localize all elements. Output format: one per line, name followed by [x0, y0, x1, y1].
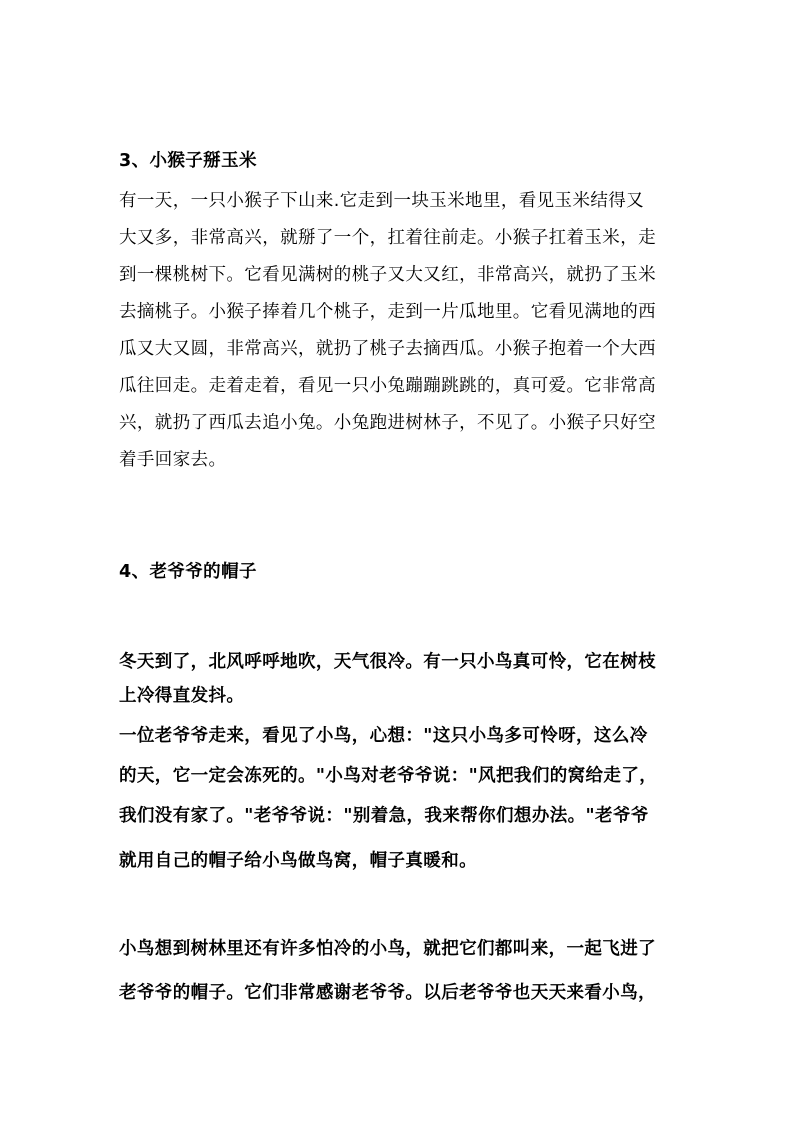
story4-paragraph2-line: 的天，它一定会冻死的。"小鸟对老爷爷说："风把我们的窝给走了， — [119, 766, 658, 786]
story3-line: 去摘桃子。小猴子捧着几个桃子，走到一片瓜地里。它看见满地的西 — [119, 302, 656, 322]
story3-line: 到一棵桃树下。它看见满树的桃子又大又红，非常高兴，就扔了玉米 — [119, 265, 656, 285]
story3-line: 瓜又大又圆，非常高兴，就扔了桃子去摘西瓜。小猴子抱着一个大西 — [119, 339, 656, 359]
story4-paragraph3-line: 老爷爷的帽子。它们非常感谢老爷爷。以后老爷爷也天天来看小鸟， — [119, 983, 656, 1003]
story3-title: 3、小猴子掰玉米 — [119, 151, 257, 171]
story3-line: 有一天，一只小猴子下山来.它走到一块玉米地里，看见玉米结得又 — [119, 191, 645, 211]
story3-line: 大又多，非常高兴，就掰了一个，扛着往前走。小猴子扛着玉米，走 — [119, 228, 656, 248]
story3-line: 着手回家去。 — [119, 450, 227, 470]
story4-paragraph1-line: 冬天到了，北风呼呼地吹，天气很冷。有一只小鸟真可怜，它在树枝 — [119, 652, 656, 672]
story4-paragraph2-line: 我们没有家了。"老爷爷说："别着急，我来帮你们想办法。"老爷爷 — [119, 806, 649, 826]
story3-line: 兴，就扔了西瓜去追小兔。小兔跑进树林子，不见了。小猴子只好空 — [119, 413, 656, 433]
story4-paragraph2-line: 一位老爷爷走来，看见了小鸟，心想："这只小鸟多可怜呀，这么冷 — [119, 726, 648, 746]
story4-title: 4、老爷爷的帽子 — [119, 562, 257, 582]
story4-paragraph3-line: 小鸟想到树林里还有许多怕冷的小鸟，就把它们都叫来，一起飞进了 — [119, 939, 656, 959]
story4-paragraph1-line: 上冷得直发抖。 — [119, 686, 245, 706]
story3-line: 瓜往回走。走着走着，看见一只小兔蹦蹦跳跳的，真可爱。它非常高 — [119, 376, 656, 396]
story4-paragraph2-line: 就用自己的帽子给小鸟做鸟窝，帽子真暖和。 — [119, 851, 477, 871]
